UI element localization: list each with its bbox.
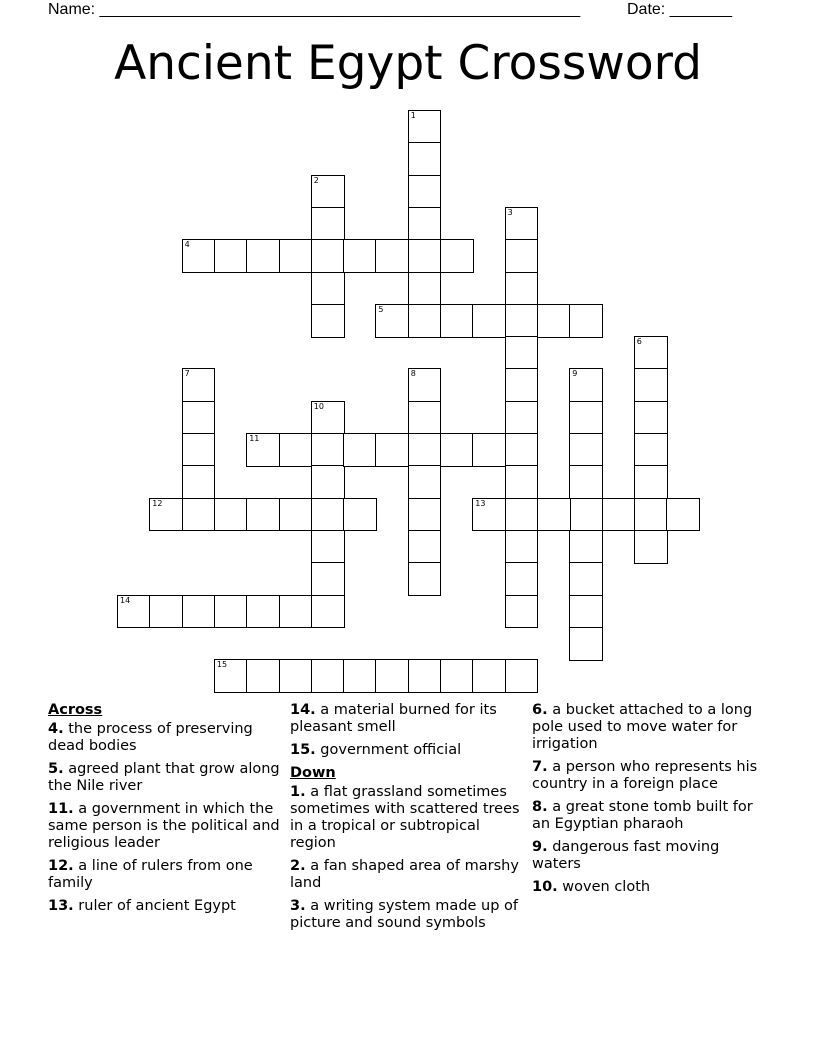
clue-number-label: 10 — [313, 401, 324, 411]
grid-cell[interactable] — [569, 627, 603, 661]
clue-number: 1. — [290, 784, 306, 800]
clue-item — [532, 839, 764, 873]
grid-cell[interactable] — [440, 433, 474, 467]
grid-cell[interactable] — [311, 207, 345, 241]
clue-item — [290, 858, 522, 892]
clue-number: 15. — [290, 742, 316, 758]
clue-number-label: 6 — [636, 337, 642, 347]
grid-cell[interactable] — [214, 498, 248, 532]
grid-cell[interactable] — [440, 304, 474, 338]
grid-cell[interactable] — [375, 239, 409, 273]
clue-number-label: 2 — [313, 175, 319, 185]
grid-cell[interactable] — [182, 498, 216, 532]
clue-item — [290, 784, 522, 852]
grid-cell[interactable] — [311, 595, 345, 629]
grid-cell[interactable] — [569, 465, 603, 499]
clue-text: a bucket attached to a long pole used to move water for irrigation — [532, 702, 753, 752]
grid-cell[interactable] — [408, 175, 442, 209]
grid-cell[interactable] — [472, 433, 506, 467]
grid-cell[interactable] — [311, 465, 345, 499]
clue-number-label: 3 — [507, 207, 513, 217]
grid-cell[interactable] — [505, 207, 539, 241]
grid-cell[interactable] — [311, 530, 345, 564]
grid-cell[interactable] — [505, 562, 539, 596]
grid-cell[interactable] — [408, 433, 442, 467]
clue-item — [532, 799, 764, 833]
grid-cell[interactable] — [246, 659, 280, 693]
grid-cell[interactable] — [634, 465, 668, 499]
grid-cell[interactable] — [472, 304, 506, 338]
clue-number: 13. — [48, 898, 74, 914]
clue-number: 6. — [532, 702, 548, 718]
grid-cell[interactable] — [440, 659, 474, 693]
grid-cell[interactable] — [182, 401, 216, 435]
clue-item — [532, 759, 764, 793]
clue-number: 9. — [532, 839, 548, 855]
grid-cell[interactable] — [505, 336, 539, 370]
grid-cell[interactable] — [505, 465, 539, 499]
grid-cell[interactable] — [408, 304, 442, 338]
clue-text: ruler of ancient Egypt — [78, 898, 236, 914]
grid-cell[interactable] — [505, 401, 539, 435]
clue-text: government official — [320, 742, 462, 758]
grid-cell[interactable] — [537, 304, 571, 338]
clue-number: 11. — [48, 801, 74, 817]
clue-number: 4. — [48, 721, 64, 737]
grid-cell[interactable] — [472, 498, 506, 532]
clue-item — [48, 858, 280, 892]
grid-cell[interactable] — [149, 595, 183, 629]
clue-item — [290, 898, 522, 932]
clue-item — [48, 761, 280, 795]
grid-cell[interactable] — [311, 659, 345, 693]
grid-cell[interactable] — [505, 368, 539, 402]
grid-cell[interactable] — [408, 562, 442, 596]
clue-text: a government in which the same person is the political and religious leader — [48, 801, 280, 851]
clue-text: dangerous fast moving waters — [532, 839, 720, 872]
clue-number: 2. — [290, 858, 306, 874]
grid-cell[interactable] — [505, 239, 539, 273]
grid-cell[interactable] — [569, 498, 603, 532]
grid-cell[interactable] — [505, 498, 539, 532]
grid-cell[interactable] — [343, 433, 377, 467]
grid-cell[interactable] — [182, 239, 216, 273]
name-field-label: Name: ______________________________________________________ — [48, 1, 581, 18]
clue-column-3 — [532, 702, 764, 902]
clue-text: a fan shaped area of marshy land — [290, 858, 519, 891]
clue-number-label: 5 — [378, 304, 384, 314]
grid-cell[interactable] — [311, 175, 345, 209]
clue-item — [290, 742, 522, 759]
grid-cell[interactable] — [214, 239, 248, 273]
clue-text: a flat grassland sometimes sometimes with scattered trees in a tropical or subtropical region — [290, 784, 520, 851]
clue-number-label: 7 — [184, 369, 190, 379]
grid-cell[interactable] — [246, 595, 280, 629]
clue-text: a great stone tomb built for an Egyptian pharaoh — [532, 799, 753, 832]
grid-cell[interactable] — [505, 272, 539, 306]
grid-cell[interactable] — [375, 304, 409, 338]
grid-cell[interactable] — [279, 498, 313, 532]
grid-cell[interactable] — [408, 659, 442, 693]
clue-number: 14. — [290, 702, 316, 718]
grid-cell[interactable] — [569, 401, 603, 435]
clue-text: the process of preserving dead bodies — [48, 721, 253, 754]
clue-number-label: 9 — [572, 369, 578, 379]
clue-number: 5. — [48, 761, 64, 777]
clue-number-label: 1 — [410, 111, 416, 120]
grid-cell[interactable] — [505, 595, 539, 629]
grid-cell[interactable] — [311, 498, 345, 532]
clue-text: a writing system made up of picture and sound symbols — [290, 898, 519, 931]
grid-cell[interactable] — [569, 304, 603, 338]
grid-cell[interactable] — [408, 110, 442, 144]
clue-text: agreed plant that grow along the Nile river — [48, 761, 280, 794]
grid-cell[interactable] — [246, 239, 280, 273]
grid-cell[interactable] — [149, 498, 183, 532]
date-field-label: Date: _______ — [627, 1, 732, 18]
grid-cell[interactable] — [634, 530, 668, 564]
clue-item — [532, 879, 764, 896]
grid-cell[interactable] — [440, 239, 474, 273]
clue-text: a line of rulers from one family — [48, 858, 253, 891]
grid-cell[interactable] — [279, 659, 313, 693]
grid-cell[interactable] — [408, 401, 442, 435]
clue-number: 3. — [290, 898, 306, 914]
grid-cell[interactable] — [634, 336, 668, 370]
grid-cell[interactable] — [311, 562, 345, 596]
grid-cell[interactable] — [343, 498, 377, 532]
grid-cell[interactable] — [279, 239, 313, 273]
grid-cell[interactable] — [182, 465, 216, 499]
grid-cell[interactable] — [666, 498, 700, 532]
grid-cell[interactable] — [343, 239, 377, 273]
grid-cell[interactable] — [634, 433, 668, 467]
clue-number-label: 8 — [410, 369, 416, 379]
grid-cell[interactable] — [569, 595, 603, 629]
grid-cell[interactable] — [214, 659, 248, 693]
grid-cell[interactable] — [311, 401, 345, 435]
clue-number-label: 4 — [184, 240, 190, 250]
grid-cell[interactable] — [634, 368, 668, 402]
grid-cell[interactable] — [472, 659, 506, 693]
clue-number-label: 13 — [475, 498, 486, 508]
grid-cell[interactable] — [505, 304, 539, 338]
grid-cell[interactable] — [117, 595, 151, 629]
grid-cell[interactable] — [246, 433, 280, 467]
grid-cell[interactable] — [634, 401, 668, 435]
grid-cell[interactable] — [602, 498, 636, 532]
grid-cell[interactable] — [505, 433, 539, 467]
grid-cell[interactable] — [505, 530, 539, 564]
grid-cell[interactable] — [311, 272, 345, 306]
clue-item — [290, 702, 522, 736]
grid-cell[interactable] — [246, 498, 280, 532]
clue-number-label: 12 — [152, 498, 163, 508]
grid-cell[interactable] — [279, 595, 313, 629]
grid-cell[interactable] — [311, 304, 345, 338]
grid-cell[interactable] — [182, 595, 216, 629]
grid-cell[interactable] — [408, 498, 442, 532]
grid-cell[interactable] — [569, 562, 603, 596]
grid-cell[interactable] — [634, 498, 668, 532]
grid-cell[interactable] — [311, 239, 345, 273]
clue-number: 10. — [532, 879, 558, 895]
grid-cell[interactable] — [408, 142, 442, 176]
clue-number: 7. — [532, 759, 548, 775]
clue-number-label: 11 — [249, 434, 260, 443]
clue-number-label: 14 — [120, 595, 131, 605]
clue-item — [48, 801, 280, 852]
grid-cell[interactable] — [569, 368, 603, 402]
clue-number-label: 15 — [216, 660, 228, 670]
clue-column-1 — [48, 702, 280, 921]
clue-text: a person who represents his country in a foreign place — [532, 759, 758, 792]
clue-text: a material burned for its pleasant smell — [290, 702, 497, 735]
grid-cell[interactable] — [182, 368, 216, 402]
grid-cell[interactable] — [408, 368, 442, 402]
page-title: Ancient Egypt Crossword — [114, 36, 702, 91]
grid-cell[interactable] — [408, 530, 442, 564]
down-heading: Down — [290, 765, 336, 781]
grid-cell[interactable] — [505, 659, 539, 693]
clue-number: 8. — [532, 799, 548, 815]
across-heading: Across — [48, 702, 103, 718]
grid-cell[interactable] — [537, 498, 571, 532]
clue-text: woven cloth — [562, 879, 651, 895]
grid-cell[interactable] — [279, 433, 313, 467]
grid-cell[interactable] — [408, 465, 442, 499]
grid-cell[interactable] — [569, 433, 603, 467]
grid-cell[interactable] — [214, 595, 248, 629]
clue-item — [532, 702, 764, 753]
grid-cell[interactable] — [408, 239, 442, 273]
grid-cell[interactable] — [343, 659, 377, 693]
grid-cell[interactable] — [408, 207, 442, 241]
grid-cell[interactable] — [375, 659, 409, 693]
clue-column-2 — [290, 702, 522, 938]
grid-cell[interactable] — [408, 272, 442, 306]
grid-cell[interactable] — [311, 433, 345, 467]
grid-cell[interactable] — [182, 433, 216, 467]
grid-cell[interactable] — [375, 433, 409, 467]
clue-item — [48, 898, 280, 915]
grid-cell[interactable] — [569, 530, 603, 564]
clue-number: 12. — [48, 858, 74, 874]
clue-item — [48, 721, 280, 755]
